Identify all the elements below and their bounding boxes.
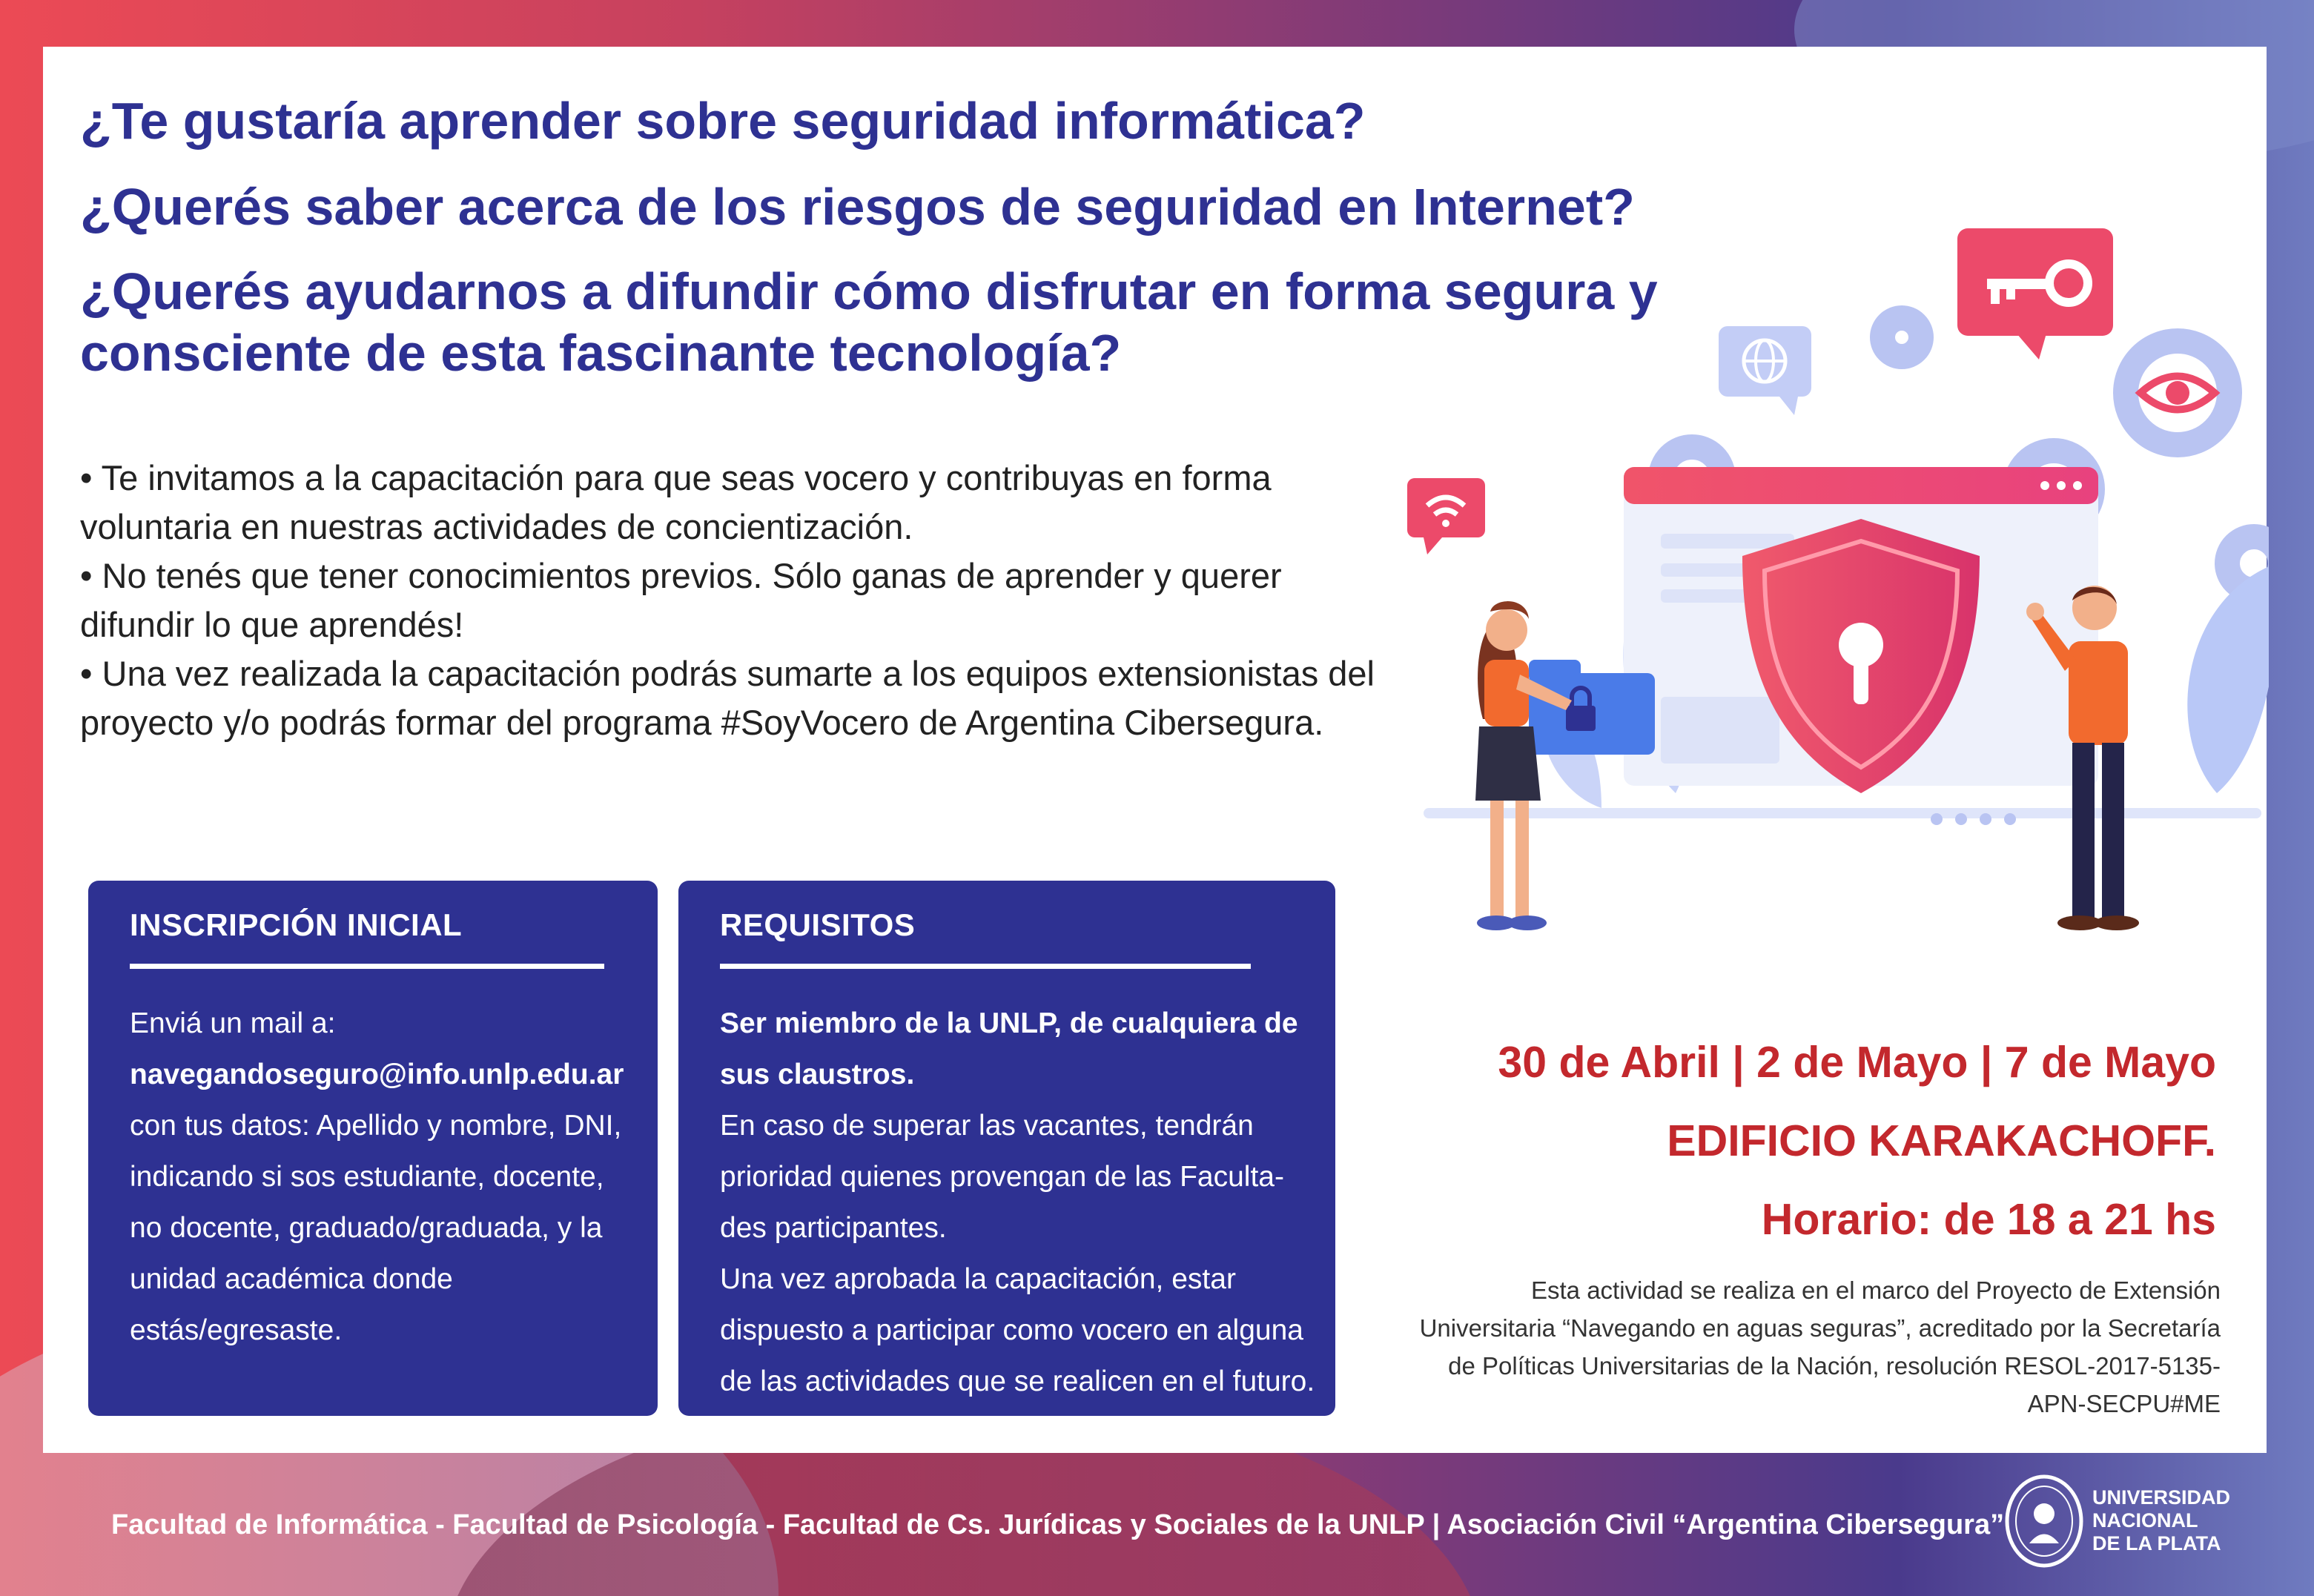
requirements-line: Ser miembro de la UNLP, de cualquiera de (720, 1007, 1298, 1039)
headline-question-1: ¿Te gustaría aprender sobre seguridad informática? (80, 92, 1366, 150)
registration-line: indicando si sos estudiante, docente, (130, 1161, 604, 1193)
university-name-line: NACIONAL (2092, 1509, 2198, 1532)
requirements-line: prioridad quienes provengan de las Faculta- (720, 1161, 1284, 1193)
registration-title: INSCRIPCIÓN INICIAL (130, 907, 463, 942)
registration-line: Enviá un mail a: (130, 1007, 336, 1039)
requirements-body (720, 998, 1313, 1407)
intro-bullet: • No tenés que tener conocimientos previos. Sólo ganas de aprender y querer difundir lo que aprendés! (80, 556, 1282, 644)
registration-line: no docente, graduado/graduada, y la (130, 1212, 603, 1244)
requirements-line: En caso de superar las vacantes, tendrán (720, 1110, 1254, 1142)
registration-body (130, 998, 635, 1356)
leaf-decor (2187, 563, 2269, 793)
event-details (1498, 1023, 2216, 1259)
requirements-box (678, 881, 1335, 1416)
university-name-line: UNIVERSIDAD (2092, 1486, 2231, 1509)
project-footnote: Esta actividad se realiza en el marco del Proyecto de Extensión Universitaria “Navegando en aguas seguras”, acreditado por la Secretaría de Políticas Universitarias de la Nación, resolución RESOL-2017-5135-APN-SECPU#ME (1419, 1277, 2221, 1417)
registration-email[interactable]: navegandoseguro@info.unlp.edu.ar (130, 1059, 624, 1090)
event-venue: EDIFICIO KARAKACHOFF. (1667, 1116, 2216, 1165)
requirements-line: des participantes. (720, 1212, 947, 1244)
event-dates: 30 de Abril | 2 de Mayo | 7 de Mayo (1498, 1038, 2216, 1087)
university-seal-icon (2004, 1473, 2084, 1569)
requirements-line: sus claustros. (720, 1059, 915, 1090)
requirements-line: Una vez aprobada la capacitación, estar (720, 1263, 1236, 1295)
requirements-title: REQUISITOS (720, 907, 916, 942)
ground-line (1424, 808, 2261, 818)
university-name-line: DE LA PLATA (2092, 1532, 2221, 1554)
university-name (2092, 1486, 2230, 1555)
requirements-line: dispuesto a participar como vocero en alguna (720, 1314, 1303, 1346)
registration-line: estás/egresaste. (130, 1314, 343, 1346)
registration-box (88, 881, 658, 1416)
requirements-line: de las actividades que se realicen en el futuro. (720, 1365, 1315, 1397)
divider (130, 964, 604, 969)
registration-line: con tus datos: Apellido y nombre, DNI, (130, 1110, 622, 1142)
divider (720, 964, 1251, 969)
headline-question-2: ¿Querés saber acerca de los riesgos de seguridad en Internet? (80, 178, 1635, 236)
intro-bullet: • Te invitamos a la capacitación para que seas vocero y contribuyas en forma voluntaria en nuestras actividades de concientización. (80, 458, 1272, 546)
intro-bullets (80, 454, 1385, 747)
event-hours: Horario: de 18 a 21 hs (1761, 1195, 2216, 1244)
footer-organizers: Facultad de Informática - Facultad de Psicología - Facultad de Cs. Jurídicas y Sociales de la UNLP | Asociación Civil “Argentina Cibersegura” (111, 1509, 2005, 1540)
intro-bullet: • Una vez realizada la capacitación podrás sumarte a los equipos extensionistas del proyecto y/o podrás formar del programa #SoyVocero de Argentina Cibersegura. (80, 654, 1375, 742)
headline-question-3: ¿Querés ayudarnos a difundir cómo disfrutar en forma segura y consciente de esta fascinante tecnología? (80, 262, 1658, 382)
registration-line: unidad académica donde (130, 1263, 453, 1295)
security-illustration (1364, 215, 2269, 971)
browser-bar (1624, 467, 2098, 504)
